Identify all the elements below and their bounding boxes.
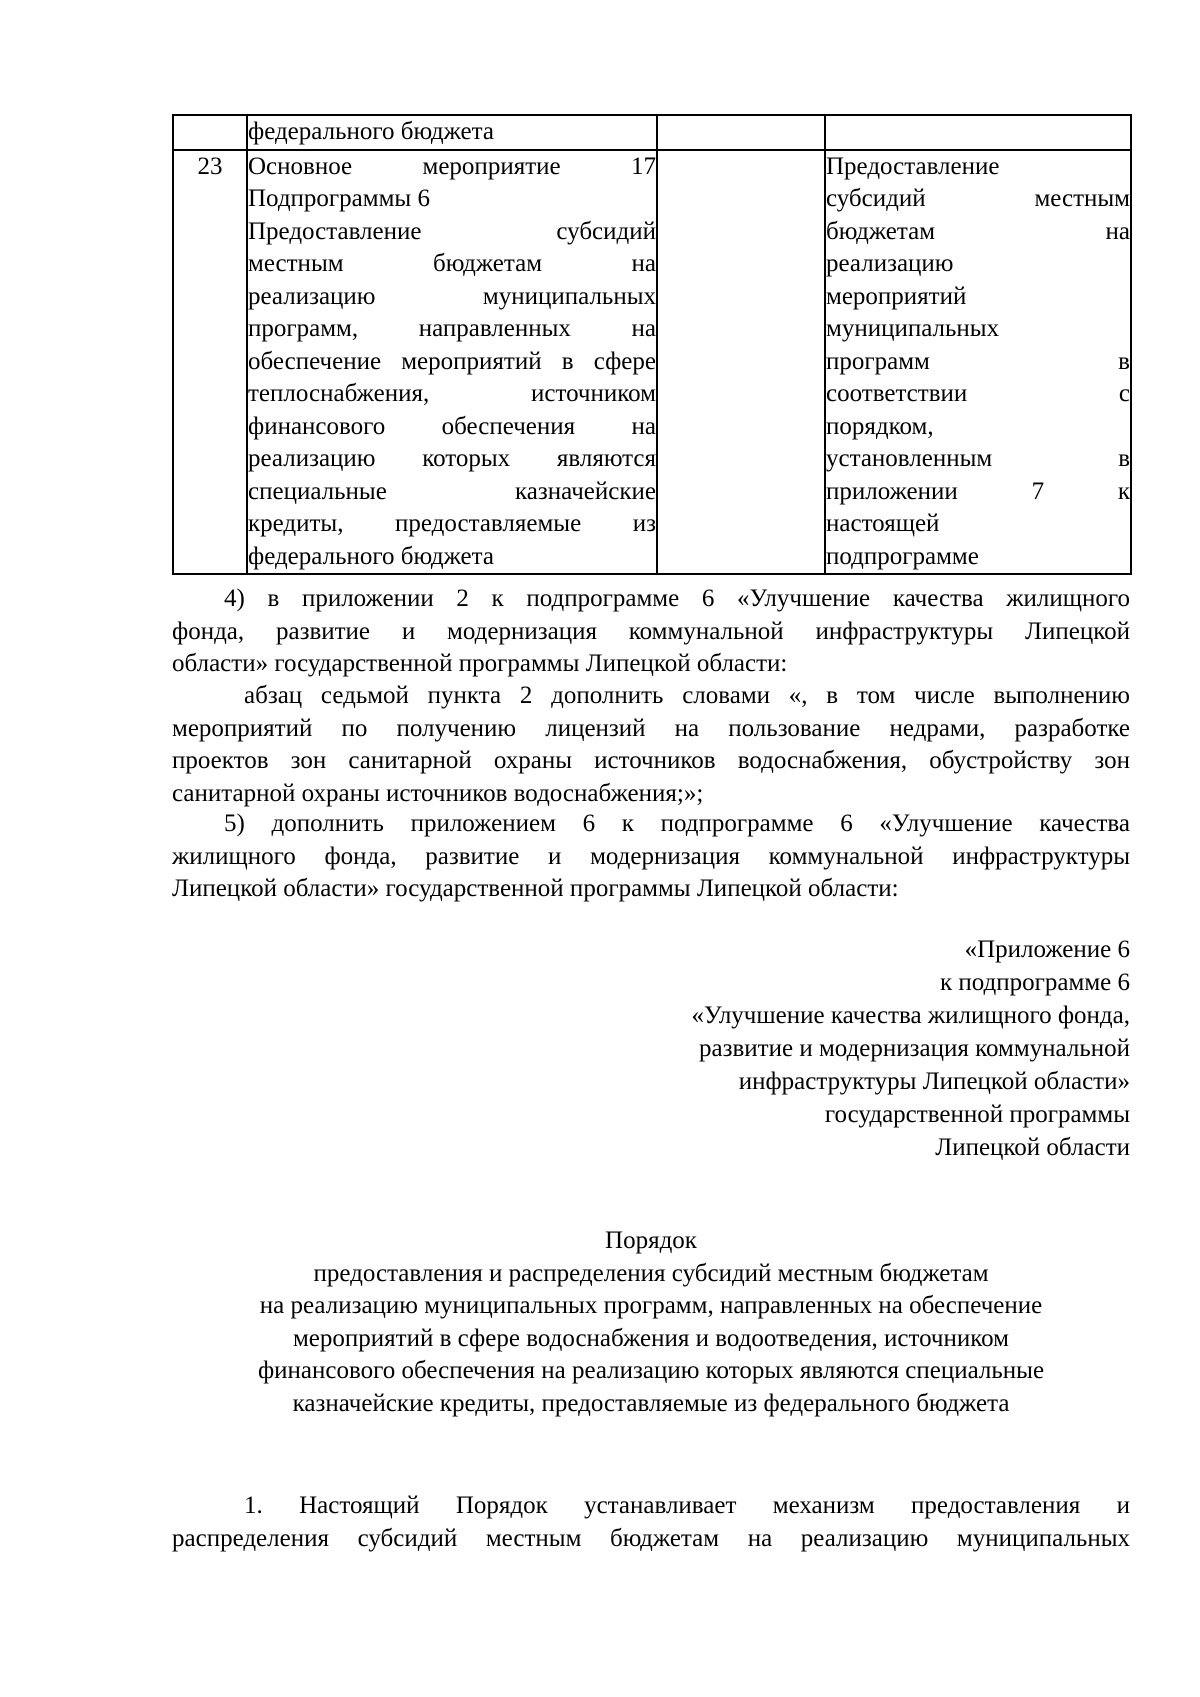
appendix-header-line: к подпрограмме 6 <box>940 969 1130 996</box>
measure-name-line: Основное мероприятие 17 <box>248 152 656 180</box>
paragraph-item-5 <box>172 808 1130 906</box>
measure-name-line: теплоснабжения, источником <box>248 380 656 407</box>
description-line: бюджетам на <box>826 217 1130 245</box>
paragraph-line: санитарной охраны источников водоснабжения;»; <box>172 779 704 807</box>
description-line: программ в <box>826 347 1130 375</box>
paragraph-line: 4) в приложении 2 к подпрограмме 6 «Улучшение качества жилищного <box>224 585 1130 612</box>
measure-name-line: специальные казначейские <box>248 477 656 505</box>
measure-name-line: обеспечение мероприятий в сфере <box>248 347 656 375</box>
paragraph-line: Липецкой области» государственной программы Липецкой области: <box>172 875 899 902</box>
table-row <box>173 150 1131 575</box>
table-row <box>173 115 1131 150</box>
paragraph-line: распределения субсидий местным бюджетам на реализацию муниципальных <box>172 1524 1130 1552</box>
procedure-title-line: финансового обеспечения на реализацию которых являются специальные <box>257 1357 1045 1384</box>
paragraph-line: абзац седьмой пункта 2 дополнить словами «, в том числе выполнению <box>244 682 1130 709</box>
procedure-title-line: предоставления и распределения субсидий местным бюджетам <box>313 1259 989 1287</box>
paragraph-line: жилищного фонда, развитие и модернизация коммунальной инфраструктуры <box>172 842 1130 870</box>
empty-cell <box>657 115 825 150</box>
description-line: соответствии с <box>826 380 1130 407</box>
paragraph-line: области» государственной программы Липецкой области: <box>172 650 788 677</box>
appendix-header-line: государственной программы <box>824 1101 1130 1128</box>
description-line: муниципальных <box>826 315 1000 342</box>
procedure-title-line: на реализацию муниципальных программ, направленных на обеспечение <box>259 1292 1043 1319</box>
paragraph-line: фонда, развитие и модернизация коммунальной инфраструктуры Липецкой <box>172 617 1130 645</box>
row-number-cell: 23 <box>173 150 247 575</box>
appendix-header-line: «Приложение 6 <box>964 936 1130 963</box>
description-line: порядком, <box>826 412 934 440</box>
appendix-header-line: развитие и модернизация коммунальной <box>699 1035 1130 1062</box>
procedure-title-line: казначейские кредиты, предоставляемые из федерального бюджета <box>292 1389 1010 1417</box>
measure-name-line: финансового обеспечения на <box>248 412 656 440</box>
paragraph-line: 5) дополнить приложением 6 к подпрограмме 6 «Улучшение качества <box>224 810 1130 837</box>
measures-table <box>172 114 1132 575</box>
paragraph-line: 1. Настоящий Порядок устанавливает механизм предоставления и <box>244 1492 1130 1519</box>
measure-name-cell <box>247 150 657 575</box>
appendix-header <box>600 933 1130 1164</box>
measure-name-line: реализацию муниципальных <box>248 282 656 310</box>
empty-cell <box>657 150 825 575</box>
measure-description-cell <box>825 115 1131 150</box>
procedure-title <box>172 1225 1130 1420</box>
paragraph-line: проектов зон санитарной охраны источников водоснабжения, обустройству зон <box>172 747 1130 774</box>
measure-description-cell <box>825 150 1131 575</box>
measure-name-line: федерального бюджета <box>248 542 494 570</box>
description-line: субсидий местным <box>826 185 1130 212</box>
paragraph-line: мероприятий по получению лицензий на пользование недрами, разработке <box>172 714 1130 742</box>
measure-name-line: Предоставление субсидий <box>248 217 656 245</box>
description-line: приложении 7 к <box>826 477 1130 505</box>
appendix-header-line: «Улучшение качества жилищного фонда, <box>691 1002 1130 1029</box>
description-line: мероприятий <box>826 282 967 310</box>
description-line: реализацию <box>826 250 954 277</box>
description-line: Предоставление <box>826 152 1000 180</box>
measure-name-line: реализацию которых являются <box>248 445 656 472</box>
description-line: подпрограмме <box>826 542 979 570</box>
paragraph-item-4 <box>172 583 1130 681</box>
appendix-header-line: инфраструктуры Липецкой области» <box>738 1068 1130 1095</box>
procedure-heading: Порядок <box>605 1227 697 1254</box>
measure-name-line: кредиты, предоставляемые из <box>248 510 656 537</box>
measure-name-line: федерального бюджета <box>248 118 494 145</box>
appendix-header-line: Липецкой области <box>935 1134 1130 1161</box>
description-line: настоящей <box>826 510 940 537</box>
measure-name-line: программ, направленных на <box>248 315 656 342</box>
row-number-cell <box>173 115 247 150</box>
paragraph-item-4-amendment <box>172 680 1130 810</box>
measure-name-line: Подпрограммы 6 <box>248 185 430 212</box>
description-line: установленным в <box>826 445 1130 472</box>
measure-name-cell <box>247 115 657 150</box>
procedure-title-line: мероприятий в сфере водоснабжения и водоотведения, источником <box>292 1324 1009 1352</box>
measure-name-line: местным бюджетам на <box>248 250 656 277</box>
paragraph-clause-1 <box>172 1490 1130 1555</box>
